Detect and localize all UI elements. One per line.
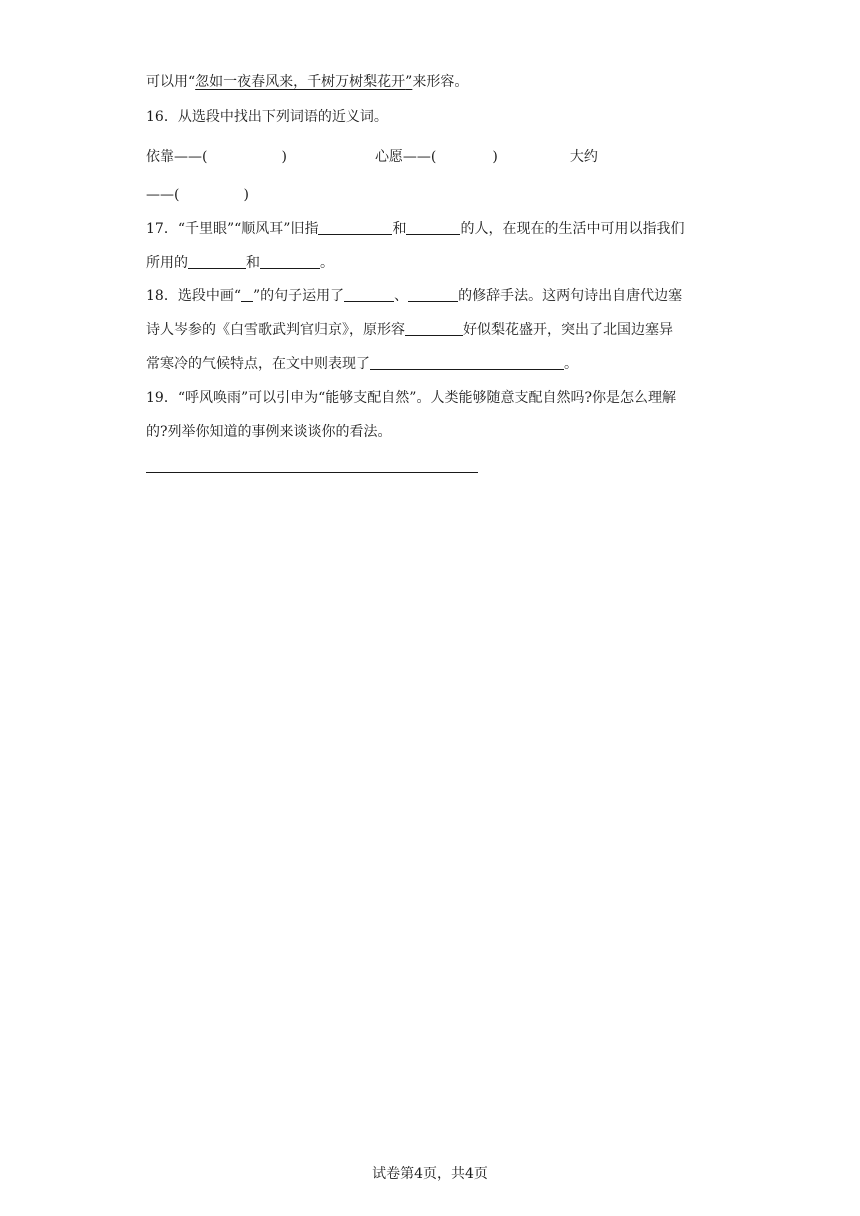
q16-synonyms-row <box>146 147 720 167</box>
question-18-line3 <box>146 354 720 374</box>
q18-number: 18． <box>146 288 178 304</box>
q18-text-h: 。 <box>564 356 578 372</box>
continuation-prefix: 可以用“ <box>146 74 196 90</box>
q17-text-f: 。 <box>320 255 334 271</box>
q18-text-c: 、 <box>394 288 409 304</box>
q16-word2: 心愿——( <box>374 149 437 165</box>
q16-word3-dash: ——( <box>146 187 180 203</box>
q17-blank1[interactable] <box>318 220 392 235</box>
page-footer: 试卷第4页，共4页 <box>372 1166 488 1182</box>
q16-close1: ) <box>281 149 287 165</box>
question-19-line1 <box>146 388 720 408</box>
q17-blank2[interactable] <box>406 220 460 235</box>
question-16 <box>146 107 720 127</box>
q19-number: 19． <box>146 390 178 406</box>
q17-text-a: “千里眼”“顺风耳”旧指 <box>177 221 319 237</box>
q17-text-b: 和 <box>392 221 407 237</box>
question-18-line2 <box>146 320 720 340</box>
q17-text-c: 的人，在现在的生活中可用以指我们 <box>460 221 685 237</box>
q17-text-d: 所用的 <box>146 255 188 271</box>
q19-text-a: “呼风唤雨”可以引申为“能够支配自然”。人类能够随意支配自然吗?你是怎么理解 <box>177 390 676 406</box>
q18-blank4[interactable] <box>370 355 564 370</box>
q18-blank2[interactable] <box>408 287 458 302</box>
q18-underline-sample <box>241 287 253 302</box>
q19-text-b: 的?列举你知道的事例来谈谈你的看法。 <box>146 424 392 440</box>
question-17-line2 <box>146 253 720 273</box>
q18-text-e: 诗人岑参的《白雪歌武判官归京》，原形容 <box>146 322 405 338</box>
continuation-suffix: 来形容。 <box>412 74 469 90</box>
q16-synonyms-row2 <box>146 185 720 205</box>
question-19-line2 <box>146 422 720 442</box>
q18-text-a: 选段中画“ <box>177 288 241 304</box>
poem-quote: 忽如一夜春风来，千树万树梨花开 <box>195 74 406 90</box>
q16-text: 从选段中找出下列词语的近义词。 <box>177 109 388 125</box>
q17-blank4[interactable] <box>260 254 320 269</box>
q16-number: 16． <box>146 109 178 125</box>
q18-text-g: 常寒冷的气候特点，在文中则表现了 <box>146 356 370 372</box>
q18-blank3[interactable] <box>405 321 463 336</box>
q17-text-e: 和 <box>246 255 260 271</box>
q17-number: 17． <box>146 221 178 237</box>
question-17-line1 <box>146 219 720 239</box>
q18-text-b: ”的句子运用了 <box>253 288 345 304</box>
q19-answer-line[interactable] <box>146 472 478 473</box>
poem-quote-close: ” <box>405 74 413 90</box>
q16-word3: 大约 <box>569 149 598 165</box>
q18-text-f: 好似梨花盛开，突出了北国边塞异 <box>463 322 673 338</box>
q18-text-d: 的修辞手法。这两句诗出自唐代边塞 <box>458 288 683 304</box>
q16-word1: 依靠——( <box>146 149 208 165</box>
question-18-line1 <box>146 286 720 306</box>
q16-close2: ) <box>492 149 498 165</box>
q16-close3: ) <box>243 187 249 203</box>
continuation-line <box>146 72 720 92</box>
q18-blank1[interactable] <box>344 287 394 302</box>
q17-blank3[interactable] <box>188 254 246 269</box>
